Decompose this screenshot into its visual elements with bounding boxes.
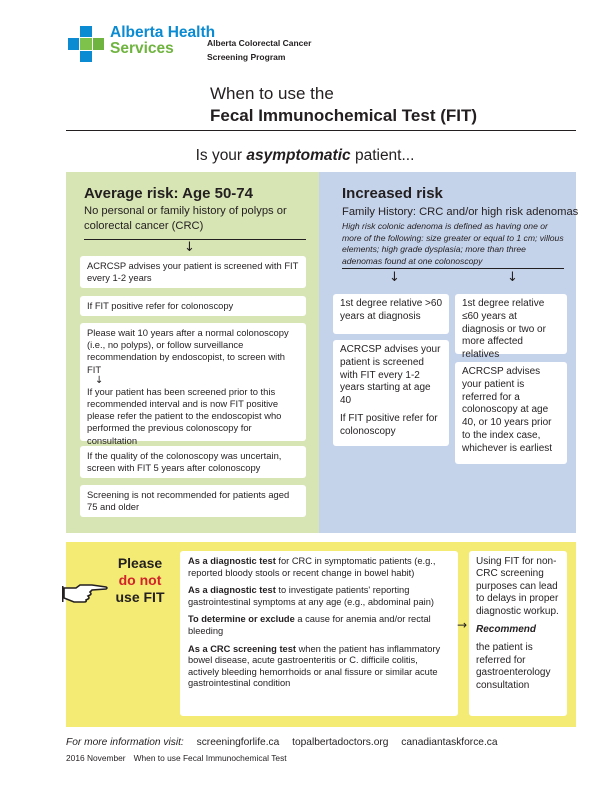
do-not-use-list [180, 551, 458, 716]
title-line-1: When to use the [210, 84, 334, 103]
ahs-logo-text: Alberta Health Services [110, 24, 216, 57]
document-footer: 2016 November When to use Fecal Immunochemical Test [66, 753, 287, 763]
header-divider [66, 130, 576, 131]
question-heading: Is your asymptomatic patient... [195, 147, 415, 164]
increased-right-advice: ACRCSP advises your patient is referred for a colonoscopy at age 40, or 10 years prior to the index case, whichever is earliest [455, 362, 567, 464]
increased-risk-heading: Increased risk [342, 185, 443, 202]
high-risk-definition: High risk colonic adenoma is defined as having one or more of the following: size greater or equal to 1 cm; villous elements; high grade dysplasia; more than three adenomas found at one colonoscopy [342, 221, 564, 266]
average-box-positive: If FIT positive refer for colonoscopy [80, 296, 306, 316]
link-topalbertadoctors[interactable]: topalbertadoctors.org [292, 737, 389, 748]
average-box-advice: ACRCSP advises your patient is screened with FIT every 1-2 years [80, 256, 306, 288]
down-arrow-icon: ↓ [184, 240, 195, 255]
program-name: Alberta Colorectal Cancer Screening Program [207, 38, 312, 62]
increased-left-advice: ACRCSP advises your patient is screened with FIT every 1-2 years starting at age 40 If FIT positive refer for colonoscopy [333, 340, 449, 446]
down-arrow-icon: ↓ [389, 270, 400, 285]
do-not-use-heading: Please do not use FIT [115, 555, 165, 605]
page-title: Fecal Immunochemical Test (FIT) [210, 106, 478, 125]
down-arrow-icon: ↓ [507, 270, 518, 285]
do-not-item: As a diagnostic test to investigate patients' reporting gastrointestinal symptoms at any age (e.g., abdominal pain) [188, 585, 434, 607]
link-canadiantaskforce[interactable]: canadiantaskforce.ca [401, 737, 498, 748]
down-arrow-icon: ↓ [95, 374, 104, 386]
average-box-quality: If the quality of the colonoscopy was uncertain, screen with FIT 5 years after colonoscopy [80, 446, 306, 478]
increased-risk-divider [342, 268, 564, 269]
do-not-item: As a diagnostic test for CRC in symptomatic patients (e.g., reported bloody stools or recent change in bowel habit) [188, 556, 436, 578]
link-screeningforlife[interactable]: screeningforlife.ca [196, 737, 280, 748]
average-box-age: Screening is not recommended for patients aged 75 and older [80, 485, 306, 517]
increased-left-criteria: 1st degree relative >60 years at diagnosis [333, 294, 449, 334]
average-risk-subheading: No personal or family history of polyps or colorectal cancer (CRC) [84, 205, 287, 232]
right-arrow-icon: → [457, 618, 468, 632]
do-not-item: As a CRC screening test when the patient has inflammatory bowel disease, acute gastroenteritis or C. difficile colitis, actively bleeding hemorrhoids or anal fissure or similar acute gastrointestinal condition [188, 643, 441, 689]
increased-risk-subheading: Family History: CRC and/or high risk adenomas [342, 206, 579, 218]
do-not-item: To determine or exclude a cause for anemia and/or rectal bleeding [188, 614, 431, 636]
average-box-wait: Please wait 10 years after a normal colonoscopy (i.e., no polyps), or follow surveillance recommendation by endoscopist, to screen with FIT ↓ If your patient has been screened prior to this recommended interval and is now FIT positive please refer the patient to the endoscopist who performed the previous colonoscopy for consultation [80, 323, 306, 441]
recommendation-box: Using FIT for non-CRC screening purposes can lead to delays in proper diagnostic workup. Recommend the patient is referred for gastroenterology consultation [469, 551, 567, 716]
ahs-logo-icon [68, 26, 104, 62]
more-info-line: For more information visit: screeningforlife.ca topalbertadoctors.org canadiantaskforce.ca [66, 737, 498, 748]
increased-right-criteria: 1st degree relative ≤60 years at diagnosis or two or more affected relatives [455, 294, 567, 354]
pointing-hand-icon [62, 576, 108, 606]
average-risk-divider [84, 239, 306, 240]
average-risk-heading: Average risk: Age 50-74 [84, 185, 253, 202]
